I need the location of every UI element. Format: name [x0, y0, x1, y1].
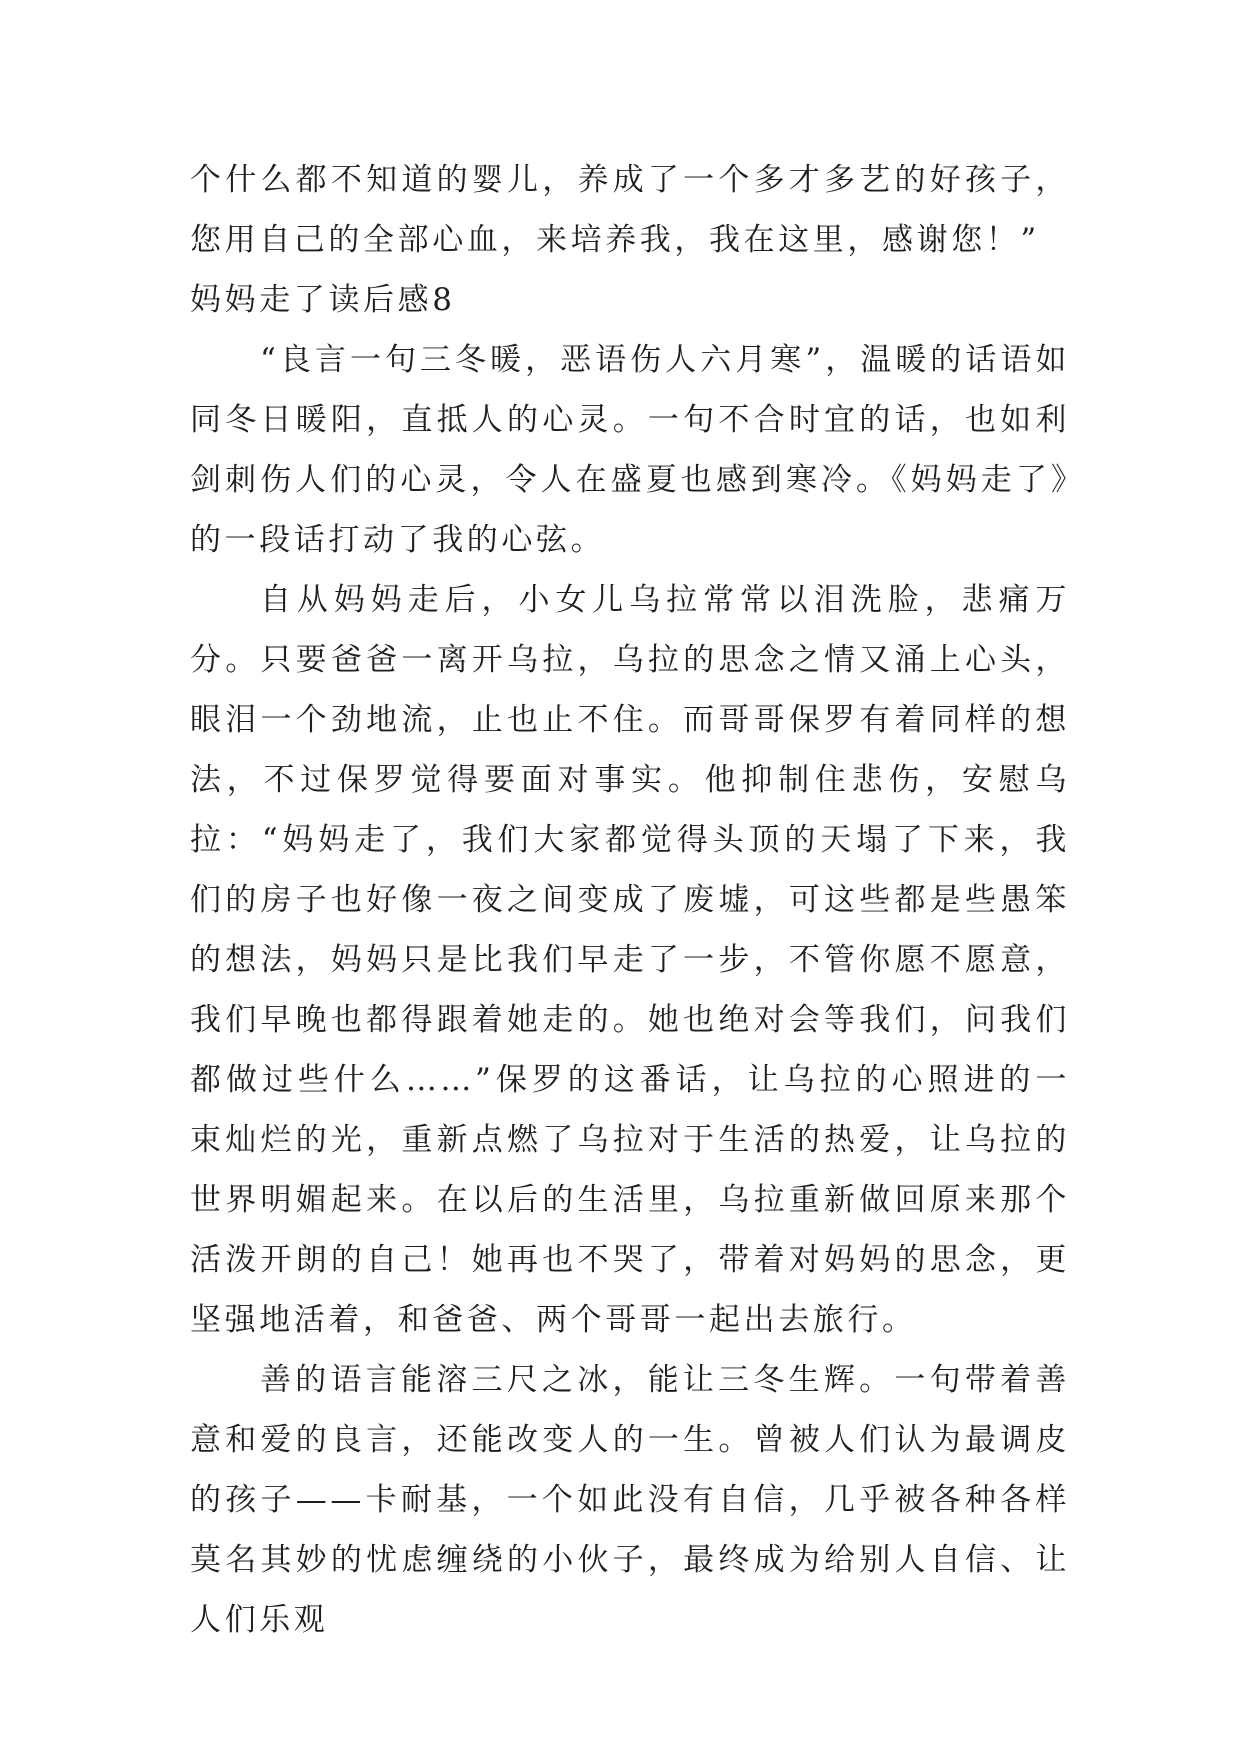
paragraph-2: 自从妈妈走后，小女儿乌拉常常以泪洗脸，悲痛万分。只要爸爸一离开乌拉，乌拉的思念之情又涌上心头，眼泪一个劲地流，止也止不住。而哥哥保罗有着同样的想法，不过保罗觉得要面对事实。他抑制住悲伤，安慰乌拉：“妈妈走了，我们大家都觉得头顶的天塌了下来，我们的房子也好像一夜之间变成了废墟，可这些都是些愚笨的想法，妈妈只是比我们早走了一步，不管你愿不愿意，我们早晚也都得跟着她走的。她也绝对会等我们，问我们都做过些什么……”保罗的这番话，让乌拉的心照进的一束灿烂的光，重新点燃了乌拉对于生活的热爱，让乌拉的世界明媚起来。在以后的生活里，乌拉重新做回原来那个活泼开朗的自己！她再也不哭了，带着对妈妈的思念，更坚强地活着，和爸爸、两个哥哥一起出去旅行。 — [190, 582, 1070, 1338]
paragraph-1: “良言一句三冬暖，恶语伤人六月寒”，温暖的话语如同冬日暖阳，直抵人的心灵。一句不合时宜的话，也如利剑刺伤人们的心灵，令人在盛夏也感到寒冷。《妈妈走了》的一段话打动了我的心弦。 — [190, 342, 1070, 558]
document-body — [190, 150, 1070, 1650]
continuation-paragraph: 个什么都不知道的婴儿，养成了一个多才多艺的好孩子，您用自己的全部心血，来培养我，我在这里，感谢您！” — [190, 162, 1070, 258]
section-heading: 妈妈走了读后感8 — [190, 282, 456, 318]
paragraph-3: 善的语言能溶三尺之冰，能让三冬生辉。一句带着善意和爱的良言，还能改变人的一生。曾被人们认为最调皮的孩子——卡耐基，一个如此没有自信，几乎被各种各样莫名其妙的忧虑缠绕的小伙子，最终成为给别人自信、让人们乐观 — [190, 1362, 1070, 1638]
